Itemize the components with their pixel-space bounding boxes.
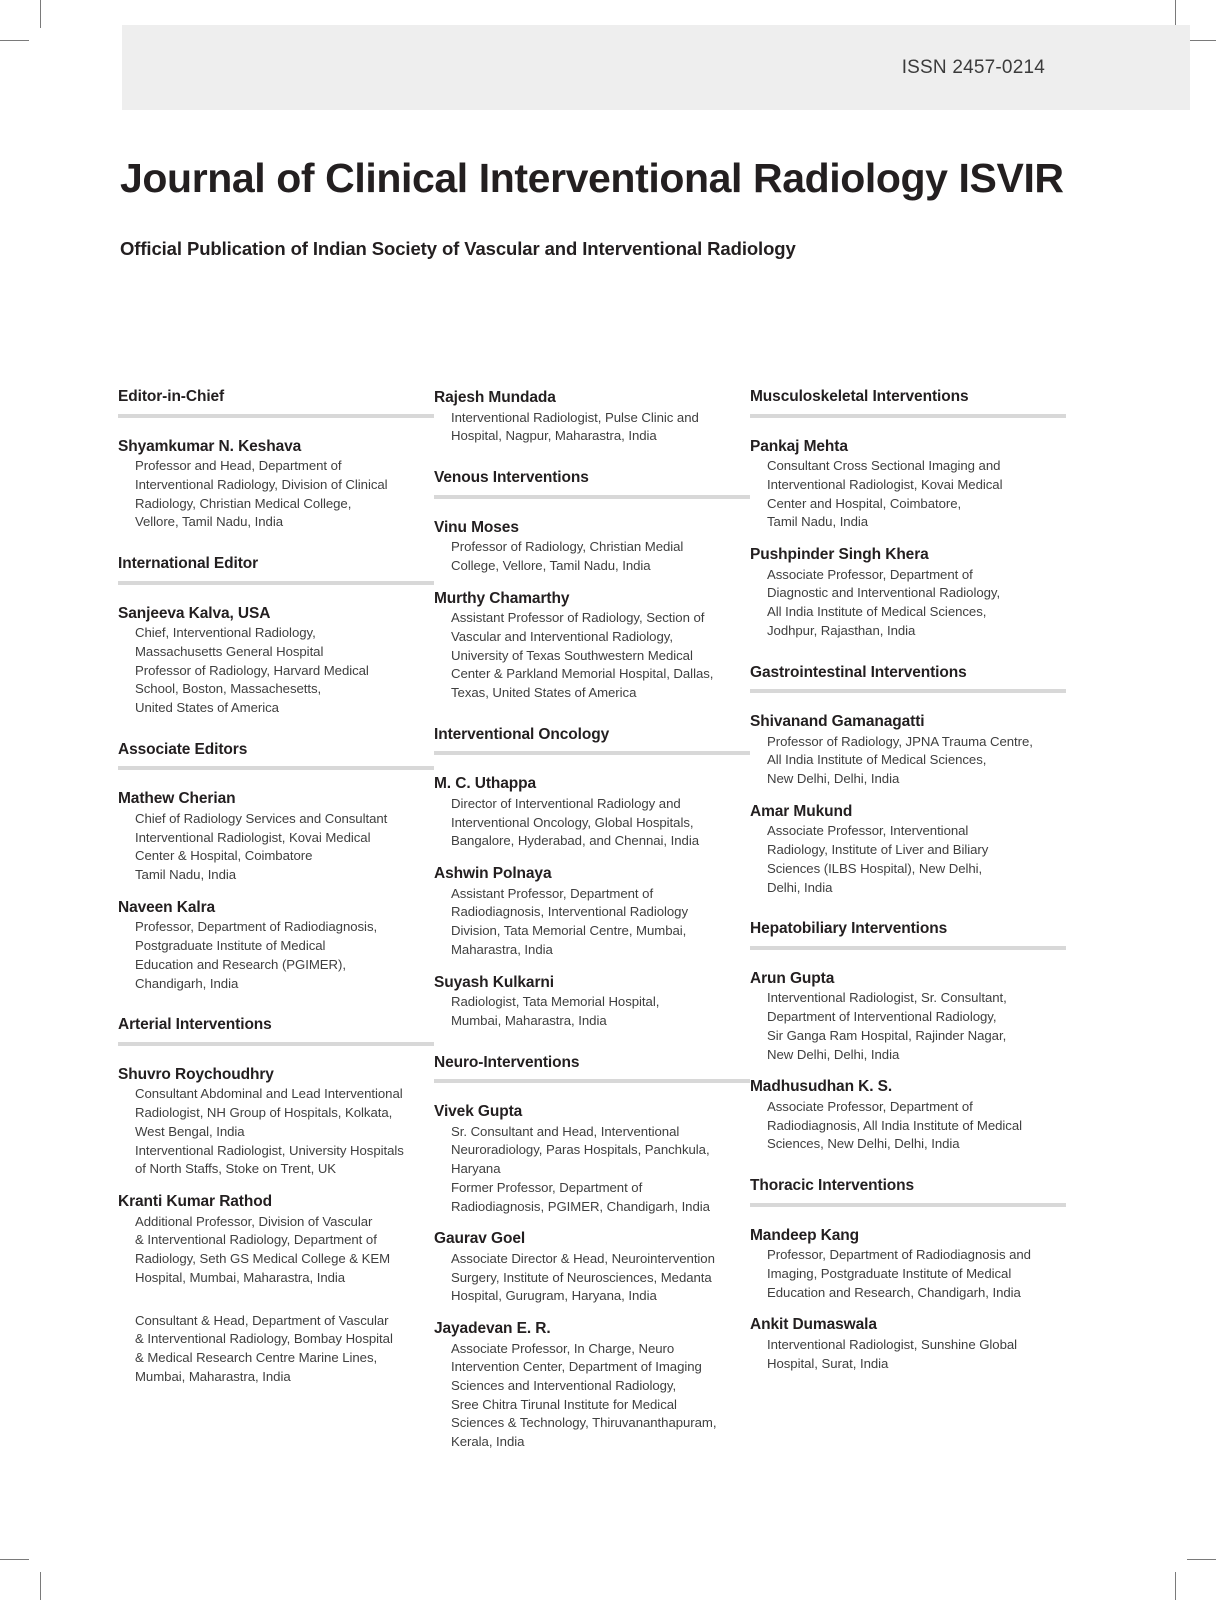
affiliation-line: Consultant Cross Sectional Imaging and [767, 458, 1001, 474]
affiliation-line: Diagnostic and Interventional Radiology, [767, 585, 1001, 601]
member-affiliation [750, 457, 1066, 532]
member-affiliation [434, 609, 750, 703]
board-member [750, 1226, 1066, 1303]
board-member [434, 973, 750, 1031]
section-heading: International Editor [118, 555, 259, 573]
affiliation-line: Mumbai, Maharastra, India [451, 1012, 607, 1028]
board-section [118, 1016, 434, 1386]
member-name: Mathew Cherian [118, 790, 236, 808]
affiliation-line: Professor of Radiology, Harvard Medical [135, 662, 369, 678]
affiliation-line: Massachusetts General Hospital [135, 643, 324, 659]
affiliation-line: of North Staffs, Stoke on Trent, UK [135, 1161, 337, 1177]
affiliation-line: All India Institute of Medical Sciences, [767, 752, 987, 768]
board-member [434, 864, 750, 959]
section-heading: Interventional Oncology [434, 725, 610, 743]
affiliation-line: Consultant Abdominal and Lead Interventional [135, 1086, 403, 1102]
member-name: Ankit Dumaswala [750, 1316, 877, 1334]
affiliation-line: Professor of Radiology, Christian Medial [451, 539, 684, 555]
member-name: Murthy Chamarthy [434, 589, 570, 607]
affiliation-line: Radiodiagnosis, Interventional Radiology [451, 904, 688, 920]
member-name: Shyamkumar N. Keshava [118, 437, 302, 455]
board-member [118, 604, 434, 718]
affiliation-line: Delhi, India [767, 879, 833, 895]
member-affiliation [750, 566, 1066, 641]
affiliation-line: & Interventional Radiology, Bombay Hospital [135, 1331, 393, 1347]
affiliation-line: Tamil Nadu, India [767, 514, 869, 530]
affiliation-line: Kerala, India [451, 1434, 525, 1450]
affiliation-line: West Bengal, India [135, 1123, 245, 1139]
member-name: Shuvro Roychoudhry [118, 1065, 274, 1083]
crop-mark-bottom-right-horizontal [1187, 1559, 1216, 1560]
board-member [434, 1102, 750, 1216]
board-member [118, 898, 434, 993]
affiliation-line: Haryana [451, 1161, 501, 1177]
board-member [434, 774, 750, 851]
affiliation-line: Hospital, Gurugram, Haryana, India [451, 1288, 657, 1304]
affiliation-line: Education and Research (PGIMER), [135, 956, 346, 972]
board-column [434, 388, 750, 1475]
board-member [118, 789, 434, 884]
affiliation-line: Center & Parkland Memorial Hospital, Dallas, [451, 666, 714, 682]
board-section [750, 920, 1066, 1154]
board-member [434, 518, 750, 576]
board-column [750, 388, 1066, 1396]
member-affiliation [434, 409, 750, 446]
member-affiliation [750, 1246, 1066, 1302]
affiliation-line: Sciences (ILBS Hospital), New Delhi, [767, 860, 983, 876]
member-affiliation [118, 918, 434, 993]
affiliation-line: Vascular and Interventional Radiology, [451, 628, 673, 644]
affiliation-line: Sciences, New Delhi, Delhi, India [767, 1136, 960, 1152]
section-divider-rule [434, 495, 750, 499]
section-heading: Thoracic Interventions [750, 1177, 915, 1195]
crop-mark-top-left-vertical [40, 0, 41, 28]
affiliation-line: Interventional Radiology, Division of Clinical [135, 476, 388, 492]
affiliation-line: Intervention Center, Department of Imaging [451, 1359, 702, 1375]
affiliation-line: Department of Interventional Radiology, [767, 1009, 997, 1025]
member-name: Arun Gupta [750, 969, 835, 987]
affiliation-line: Professor, Department of Radiodiagnosis and [767, 1247, 1031, 1263]
board-member [434, 589, 750, 703]
affiliation-line: Hospital, Surat, India [767, 1355, 889, 1371]
member-name: Amar Mukund [750, 802, 853, 820]
board-member [750, 437, 1066, 532]
member-affiliation [118, 1312, 434, 1387]
member-affiliation [118, 624, 434, 718]
section-heading: Hepatobiliary Interventions [750, 920, 948, 938]
member-name: Ashwin Polnaya [434, 865, 552, 883]
crop-mark-top-left-horizontal [0, 40, 29, 41]
masthead [120, 152, 1100, 260]
section-divider-rule [434, 751, 750, 755]
editorial-board [118, 388, 1098, 1475]
affiliation-line: Maharastra, India [451, 941, 553, 957]
affiliation-line: New Delhi, Delhi, India [767, 1046, 900, 1062]
board-member [118, 437, 434, 532]
affiliation-line: Radiodiagnosis, PGIMER, Chandigarh, India [451, 1198, 710, 1214]
affiliation-line: Associate Professor, Interventional [767, 823, 969, 839]
crop-mark-bottom-left-vertical [40, 1572, 41, 1600]
board-section [118, 388, 434, 532]
board-member [750, 1315, 1066, 1373]
affiliation-line: Texas, United States of America [451, 685, 637, 701]
affiliation-line: Chandigarh, India [135, 975, 239, 991]
board-section [118, 555, 434, 718]
board-section [750, 1177, 1066, 1373]
member-affiliation [750, 733, 1066, 789]
section-divider-rule [118, 581, 434, 585]
affiliation-line: Sciences and Interventional Radiology, [451, 1377, 677, 1393]
member-affiliation [434, 795, 750, 851]
affiliation-line: Radiology, Christian Medical College, [135, 495, 352, 511]
affiliation-line: Chief of Radiology Services and Consultant [135, 810, 388, 826]
member-name: Sanjeeva Kalva, USA [118, 604, 271, 622]
member-affiliation [434, 1123, 750, 1217]
section-heading: Editor-in-Chief [118, 388, 225, 405]
affiliation-line: All India Institute of Medical Sciences, [767, 604, 987, 620]
section-divider-rule [750, 414, 1066, 418]
affiliation-line: College, Vellore, Tamil Nadu, India [451, 557, 651, 573]
journal-subtitle: Official Publication of Indian Society of Vascular and Interventional Radiology [120, 238, 796, 260]
member-name: Kranti Kumar Rathod [118, 1193, 272, 1211]
board-member [750, 1077, 1066, 1154]
board-section [434, 388, 750, 446]
affiliation-line: Sir Ganga Ram Hospital, Rajinder Nagar, [767, 1027, 1007, 1043]
affiliation-line: Radiology, Seth GS Medical College & KEM [135, 1251, 391, 1267]
journal-title: Journal of Clinical Interventional Radiology ISVIR [120, 155, 1064, 201]
member-affiliation [434, 885, 750, 960]
member-name: Shivanand Gamanagatti [750, 713, 925, 731]
section-heading: Venous Interventions [434, 468, 589, 486]
crop-mark-top-right-vertical [1175, 0, 1176, 28]
member-name: Madhusudhan K. S. [750, 1078, 893, 1096]
affiliation-line: Vellore, Tamil Nadu, India [135, 514, 283, 530]
section-divider-rule [434, 1079, 750, 1083]
section-divider-rule [750, 689, 1066, 693]
member-affiliation [434, 1340, 750, 1452]
board-section [434, 726, 750, 1031]
affiliation-line: Chief, Interventional Radiology, [135, 625, 316, 641]
affiliation-line: Hospital, Nagpur, Maharastra, India [451, 428, 657, 444]
affiliation-line: University of Texas Southwestern Medical [451, 647, 693, 663]
crop-mark-bottom-right-vertical [1175, 1572, 1176, 1600]
board-column [118, 388, 434, 1410]
section-divider-rule [750, 1203, 1066, 1207]
issn-text: ISSN 2457-0214 [901, 56, 1045, 78]
affiliation-line: Consultant & Head, Department of Vascular [135, 1312, 389, 1328]
board-member [118, 1065, 434, 1179]
member-name: Naveen Kalra [118, 898, 216, 916]
board-section [750, 388, 1066, 641]
board-member [750, 712, 1066, 789]
affiliation-line: Interventional Radiologist, Sunshine Global [767, 1336, 1018, 1352]
affiliation-line: School, Boston, Massachesetts, [135, 681, 322, 697]
affiliation-line: Mumbai, Maharastra, India [135, 1368, 291, 1384]
section-heading: Musculoskeletal Interventions [750, 388, 969, 405]
board-section [434, 469, 750, 703]
member-affiliation [750, 822, 1066, 897]
affiliation-line: Assistant Professor, Department of [451, 885, 654, 901]
affiliation-line: Associate Professor, Department of [767, 566, 973, 582]
member-affiliation [118, 810, 434, 885]
member-affiliation [434, 1250, 750, 1306]
affiliation-line: Imaging, Postgraduate Institute of Medical [767, 1265, 1012, 1281]
affiliation-line: Associate Director & Head, Neurointervention [451, 1250, 715, 1266]
section-heading: Associate Editors [118, 740, 248, 758]
member-affiliation [118, 1213, 434, 1288]
crop-mark-bottom-left-horizontal [0, 1559, 29, 1560]
affiliation-line: Radiologist, Tata Memorial Hospital, [451, 994, 660, 1010]
affiliation-line: Professor, Department of Radiodiagnosis, [135, 919, 378, 935]
affiliation-line: Radiologist, NH Group of Hospitals, Kolkata, [135, 1105, 393, 1121]
affiliation-line: Professor of Radiology, JPNA Trauma Centre, [767, 733, 1033, 749]
member-name: Rajesh Mundada [434, 389, 556, 406]
affiliation-line: Sciences & Technology, Thiruvananthapuram, [451, 1415, 717, 1431]
affiliation-line: & Interventional Radiology, Department of [135, 1232, 377, 1248]
member-affiliation [750, 1336, 1066, 1373]
affiliation-line: Assistant Professor of Radiology, Section of [451, 610, 705, 626]
affiliation-line: Sr. Consultant and Head, Interventional [451, 1123, 680, 1139]
affiliation-line: Professor and Head, Department of [135, 458, 342, 474]
member-name: Pushpinder Singh Khera [750, 546, 929, 564]
member-affiliation [750, 989, 1066, 1064]
board-member [750, 802, 1066, 897]
board-member [118, 1312, 434, 1387]
crop-mark-top-right-horizontal [1187, 40, 1216, 41]
board-section [118, 741, 434, 994]
affiliation-line: Interventional Radiologist, University Hospitals [135, 1142, 404, 1158]
affiliation-line: Center & Hospital, Coimbatore [135, 848, 313, 864]
member-name: Vinu Moses [434, 518, 519, 536]
affiliation-line: Former Professor, Department of [451, 1179, 643, 1195]
affiliation-line: Interventional Radiologist, Kovai Medical [135, 829, 371, 845]
affiliation-line: Radiology, Institute of Liver and Biliary [767, 842, 989, 858]
affiliation-line: Hospital, Mumbai, Maharastra, India [135, 1269, 346, 1285]
board-section [750, 664, 1066, 898]
affiliation-line: Interventional Radiologist, Pulse Clinic and [451, 409, 699, 425]
member-affiliation [750, 1098, 1066, 1154]
board-member [750, 969, 1066, 1064]
affiliation-line: Neuroradiology, Paras Hospitals, Panchkula, [451, 1142, 710, 1158]
member-name: M. C. Uthappa [434, 775, 537, 793]
member-affiliation [118, 457, 434, 532]
member-affiliation [434, 538, 750, 575]
member-name: Suyash Kulkarni [434, 973, 554, 991]
affiliation-line: Radiodiagnosis, All India Institute of Medical [767, 1117, 1023, 1133]
member-name: Jayadevan E. R. [434, 1320, 551, 1337]
affiliation-line: Sree Chitra Tirunal Institute for Medical [451, 1396, 677, 1412]
affiliation-line: Surgery, Institute of Neurosciences, Medanta [451, 1269, 712, 1285]
affiliation-line: Additional Professor, Division of Vascular [135, 1213, 373, 1229]
affiliation-line: Associate Professor, In Charge, Neuro [451, 1340, 675, 1356]
member-name: Pankaj Mehta [750, 437, 848, 455]
section-divider-rule [118, 766, 434, 770]
board-member [434, 388, 750, 446]
affiliation-line: Associate Professor, Department of [767, 1098, 973, 1114]
affiliation-line: Jodhpur, Rajasthan, India [767, 622, 916, 638]
section-heading: Arterial Interventions [118, 1016, 272, 1034]
affiliation-line: & Medical Research Centre Marine Lines, [135, 1350, 378, 1366]
member-name: Gaurav Goel [434, 1230, 526, 1248]
member-name: Vivek Gupta [434, 1103, 523, 1121]
affiliation-line: Bangalore, Hyderabad, and Chennai, India [451, 833, 700, 849]
board-member [434, 1319, 750, 1452]
board-member [434, 1229, 750, 1306]
board-member [118, 1192, 434, 1287]
section-divider-rule [118, 1042, 434, 1046]
affiliation-line: Interventional Radiologist, Sr. Consultant, [767, 990, 1007, 1006]
affiliation-line: Interventional Radiologist, Kovai Medical [767, 476, 1003, 492]
issn-band [122, 25, 1190, 110]
section-heading: Neuro-Interventions [434, 1053, 580, 1071]
board-member [750, 545, 1066, 640]
board-section [434, 1054, 750, 1452]
affiliation-line: Education and Research, Chandigarh, India [767, 1284, 1021, 1300]
affiliation-line: United States of America [135, 700, 279, 716]
affiliation-line: Interventional Oncology, Global Hospitals, [451, 814, 694, 830]
affiliation-line: Division, Tata Memorial Centre, Mumbai, [451, 923, 687, 939]
section-divider-rule [750, 946, 1066, 950]
member-affiliation [434, 993, 750, 1030]
affiliation-line: Postgraduate Institute of Medical [135, 938, 326, 954]
affiliation-line: Tamil Nadu, India [135, 867, 237, 883]
member-name: Mandeep Kang [750, 1226, 860, 1244]
affiliation-line: Center and Hospital, Coimbatore, [767, 495, 962, 511]
section-divider-rule [118, 414, 434, 418]
affiliation-line: New Delhi, Delhi, India [767, 771, 900, 787]
affiliation-line: Director of Interventional Radiology and [451, 795, 681, 811]
member-affiliation [118, 1085, 434, 1179]
section-heading: Gastrointestinal Interventions [750, 663, 967, 681]
